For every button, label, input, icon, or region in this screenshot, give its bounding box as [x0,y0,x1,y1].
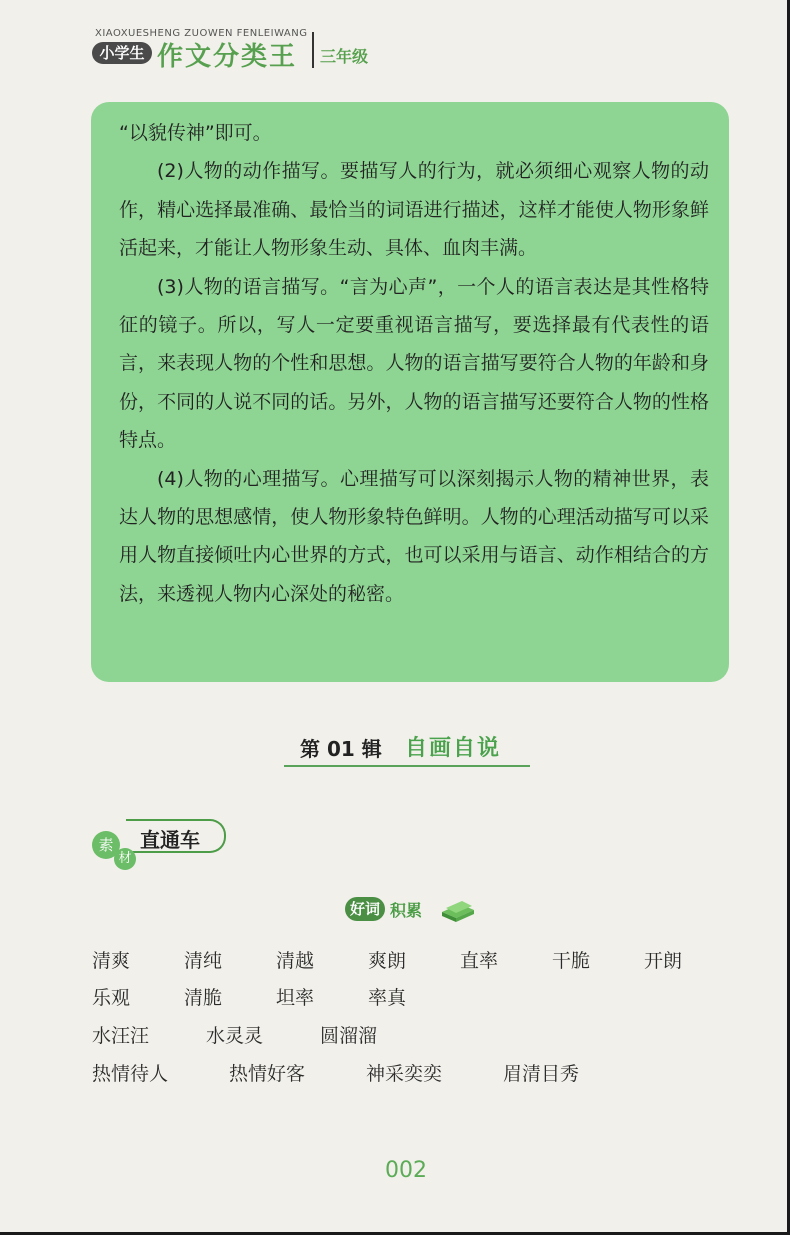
page-number: 002 [385,1158,427,1183]
section-number: 第 01 辑 [300,737,382,761]
section-underline [284,765,530,767]
material-label: 直通车 [140,828,200,852]
word-item: 坦率 [276,987,315,1009]
box-paragraph-1: “以貌传神”即可。 [119,122,272,144]
section-name: 自画自说 [405,736,502,761]
word-item: 率真 [368,987,407,1009]
word-item: 清爽 [92,950,131,972]
book-stack-icon [440,898,476,924]
box-paragraph-3: (3)人物的语言描写。“言为心声”，一个人的语言表达是其性格特征的镜子。所以，写人一定要重视语言描写，要选择最有代表性的语言，来表现人物的个性和思想。人物的语言描写要符合人物的年龄和身份，不同的人说不同的话。另外，人物的语言描写还要符合人物的性格特点。 [119,275,709,452]
green-note-box [91,102,729,682]
header-grade: 三年级 [320,47,369,66]
word-item: 乐观 [92,987,131,1009]
word-item: 清越 [276,950,315,972]
word-item: 圆溜溜 [320,1025,378,1047]
material-char-2: 材 [114,848,136,870]
word-item: 水汪汪 [92,1025,150,1047]
word-item: 直率 [460,950,499,972]
header-title: 作文分类王 [157,42,298,72]
word-item: 眉清目秀 [503,1063,580,1085]
header-badge: 小学生 [92,42,152,64]
word-item: 开朗 [644,950,683,972]
word-item: 热情待人 [92,1063,169,1085]
header-divider [312,32,314,68]
word-item: 热情好客 [229,1063,306,1085]
word-item: 水灵灵 [206,1025,264,1047]
good-words-badge: 好词 [345,897,385,921]
material-char-1: 素 [92,831,120,859]
header-pinyin: XIAOXUESHENG ZUOWEN FENLEIWANG [95,28,308,39]
box-paragraph-4: (4)人物的心理描写。心理描写可以深刻揭示人物的精神世界，表达人物的思想感情，使人物形象特色鲜明。人物的心理活动描写可以采用人物直接倾吐内心世界的方式，也可以采用与语言、动作相结合的方法，来透视人物内心深处的秘密。 [119,467,709,605]
word-item: 清纯 [184,950,223,972]
good-words-label: 积累 [390,901,423,920]
word-item: 清脆 [184,987,223,1009]
word-item: 神采奕奕 [366,1063,443,1085]
box-paragraph-2: (2)人物的动作描写。要描写人的行为，就必须细心观察人物的动作，精心选择最准确、最恰当的词语进行描述，这样才能使人物形象鲜活起来，才能让人物形象生动、具体、血肉丰满。 [119,160,709,260]
word-item: 干脆 [552,950,591,972]
word-item: 爽朗 [368,950,407,972]
